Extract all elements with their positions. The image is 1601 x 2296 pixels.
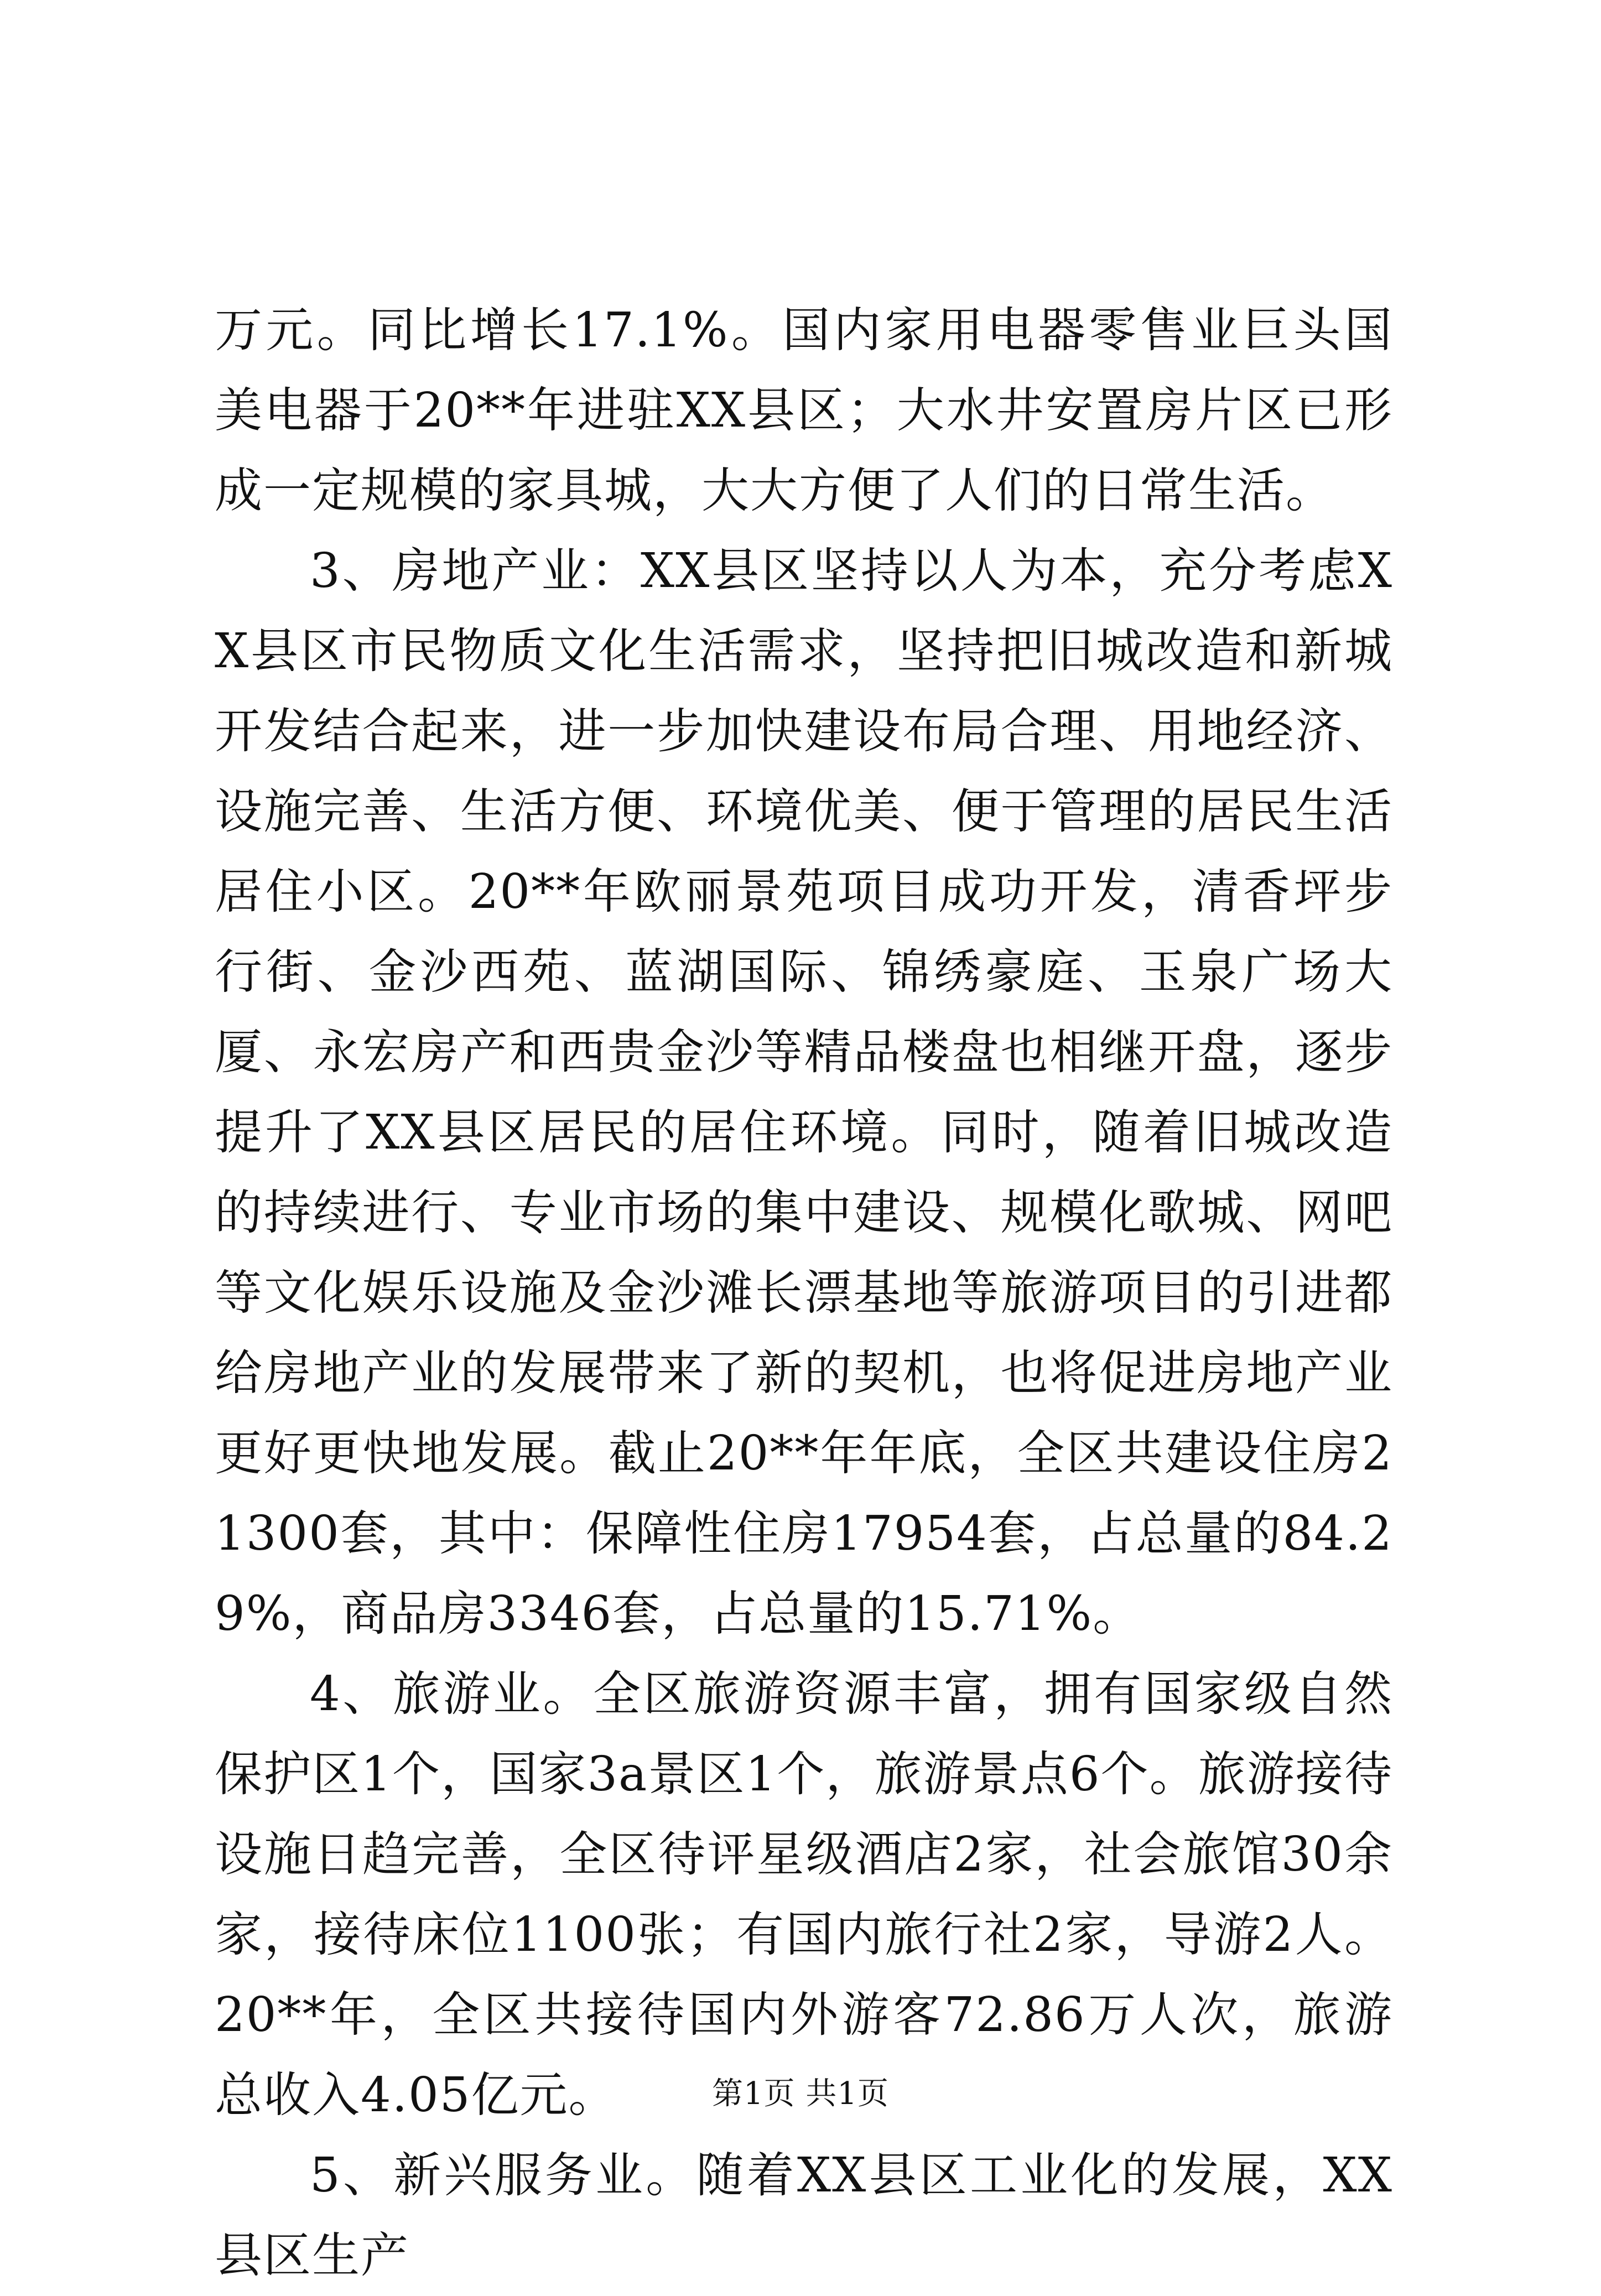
paragraph-tourism: 4、旅游业。全区旅游资源丰富，拥有国家级自然保护区1个，国家3a景区1个，旅游景点6个。旅游接待设施日趋完善，全区待评星级酒店2家，社会旅馆30余家，接待床位1100张；有国内旅行社2家，导游2人。20**年，全区共接待国内外游客72.86万人次，旅游总收入4.05亿元。 [215,1666,1393,2123]
paragraph-commerce-continued: 万元。同比增长17.1%。国内家用电器零售业巨头国美电器于20**年进驻XX县区；大水井安置房片区已形成一定规模的家具城，大大方便了人们的日常生活。 [215,303,1393,518]
paragraph-emerging-services: 5、新兴服务业。随着XX县区工业化的发展，XX县区生产 [215,2148,1393,2283]
page-footer [0,2072,1601,2116]
document-body [215,290,1393,2296]
page-number-label: 第1页 共1页 [711,2076,890,2112]
paragraph-real-estate: 3、房地产业：XX县区坚持以人为本，充分考虑XX县区市民物质文化生活需求，坚持把旧城改造和新城开发结合起来，进一步加快建设布局合理、用地经济、设施完善、生活方便、环境优美、便于管理的居民生活居住小区。20**年欧丽景苑项目成功开发，清香坪步行街、金沙西苑、蓝湖国际、锦绣豪庭、玉泉广场大厦、永宏房产和西贵金沙等精品楼盘也相继开盘，逐步提升了XX县区居民的居住环境。同时，随着旧城改造的持续进行、专业市场的集中建设、规模化歌城、网吧等文化娱乐设施及金沙滩长漂基地等旅游项目的引进都给房地产业的发展带来了新的契机，也将促进房地产业更好更快地发展。截止20**年年底，全区共建设住房21300套，其中：保障性住房17954套，占总量的84.29%，商品房3346套，占总量的15.71%。 [215,543,1393,1642]
